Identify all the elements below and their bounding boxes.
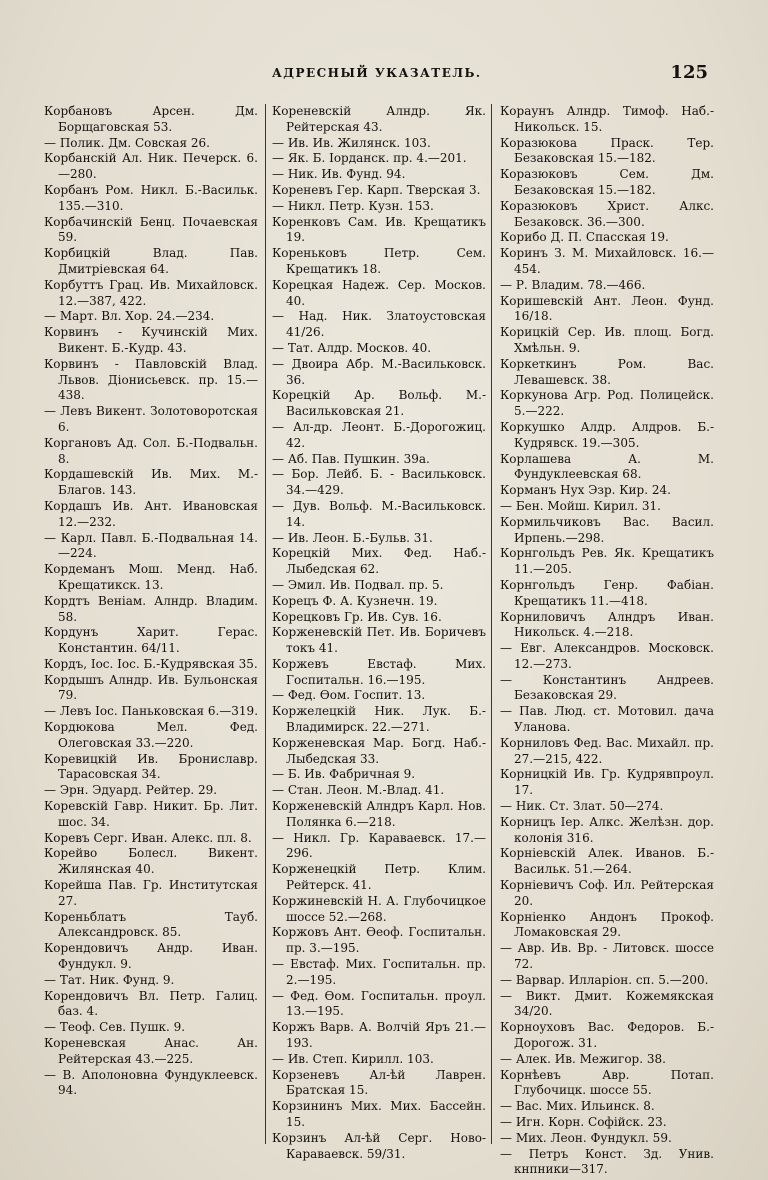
address-entry: — Теоф. Сев. Пушк. 9. <box>44 1020 186 1035</box>
address-entry: — Бор. Лейб. Б. - Васильковск. 34.—429. <box>272 467 486 498</box>
address-entry: Кордышъ Алндр. Ив. Бульонская 79. <box>44 672 258 703</box>
address-entry: — Над. Ник. Златоустовская 41/26. <box>272 309 486 340</box>
address-entry: Коргановъ Ад. Сол. Б.-Подвальн. 8. <box>44 435 258 466</box>
address-entry: — Ив. Леон. Б.-Бульв. 31. <box>272 530 433 545</box>
address-entry: — Никл. Гр. Караваевск. 17.—296. <box>272 830 486 861</box>
address-entry: Коржелецкій Ник. Лук. Б.-Владимирск. 22.—271. <box>272 704 486 735</box>
address-entry: Коришевскій Ант. Леон. Фунд. 16/18. <box>500 293 714 324</box>
address-entry: Корницъ Іер. Алкс. Желѣзн. дор. колонія 316. <box>500 814 714 845</box>
address-entry: Корженевскій Пет. Ив. Боричевъ токъ 41. <box>272 625 486 656</box>
address-entry: Коржъ Варв. А. Волчій Яръ 21.—193. <box>272 1020 486 1051</box>
address-entry: — Карл. Павл. Б.-Подвальная 14.—224. <box>44 530 258 561</box>
address-entry: — Фед. Ѳом. Госпитальн. проул. 13.—195. <box>272 988 486 1019</box>
address-entry: Кореневъ Гер. Карп. Тверская 3. <box>272 182 481 197</box>
address-entry: — Левъ Викент. Золотоворотская 6. <box>44 404 258 434</box>
address-entry: Кордашевскій Ив. Мих. М.-Благов. 143. <box>44 467 258 498</box>
address-entry: Корзинъ Ал-ѣй Серг. Ново-Караваевск. 59/31. <box>272 1130 486 1161</box>
running-title: АДРЕСНЫЙ УКАЗАТЕЛЬ. <box>272 66 482 80</box>
address-entry: Коркушко Алдр. Алдров. Б.-Кудрявск. 19.—305. <box>500 419 714 450</box>
address-entry: Коразюковъ Христ. Алкс. Безаковск. 36.—300. <box>500 198 714 229</box>
address-entry: — Ник. Ст. Злат. 50—274. <box>500 799 664 814</box>
address-entry: — Март. Вл. Хор. 24.—234. <box>44 309 215 324</box>
address-entry: Коразюковъ Сем. Дм. Безаковская 15.—182. <box>500 167 714 197</box>
address-entry: Корецъ Ф. А. Кузнечн. 19. <box>272 593 438 608</box>
address-entry: Корецкій Мих. Фед. Наб.-Лыбедская 62. <box>272 546 486 577</box>
address-entry: Кордеманъ Мош. Менд. Наб. Крещатикск. 13. <box>44 562 258 592</box>
address-entry: Корецкая Надеж. Сер. Москов. 40. <box>272 277 486 308</box>
address-entry: — Петръ Конст. Зд. Унив. кнпники—317. <box>500 1146 714 1177</box>
address-entry: — Як. Б. Іорданск. пр. 4.—201. <box>272 151 467 166</box>
address-entry: Корендовичъ Андр. Иван. Фундукл. 9. <box>44 941 258 972</box>
address-entry: Коржовъ Ант. Ѳеоф. Госпитальн. пр. 3.—195. <box>272 925 486 956</box>
address-entry: Корвинъ - Кучинскій Мих. Викент. Б.-Кудр. 43. <box>44 325 258 355</box>
address-entry: Коразюкова Праск. Тер. Безаковская 15.—182. <box>500 135 714 166</box>
address-entry: — Бен. Мойш. Кирил. 31. <box>500 498 661 513</box>
address-entry: — Р. Владим. 78.—466. <box>500 277 646 292</box>
page-header <box>0 62 768 86</box>
address-entry: Кордунъ Харит. Герас. Константин. 64/11. <box>44 625 258 656</box>
address-entry: — В. Аполоновна Фундуклеевск. 94. <box>44 1067 258 1098</box>
address-entry: — Дув. Вольф. М.-Васильковск. 14. <box>272 498 486 529</box>
address-entry: Коржиневскій Н. А. Глубочицкое шоссе 52.—268. <box>272 893 486 924</box>
address-entry: — Алек. Ив. Межигор. 38. <box>500 1051 666 1066</box>
address-entry: Кордюкова Мел. Фед. Олеговская 33.—220. <box>44 720 258 750</box>
address-entry: — Игн. Корн. Софійск. 23. <box>500 1115 667 1129</box>
address-entry: — Ник. Ив. Фунд. 94. <box>272 167 406 182</box>
address-entry: Коревскій Гавр. Никит. Бр. Лит. шос. 34. <box>44 799 258 829</box>
address-entry: — Викт. Дмит. Кожемякская 34/20. <box>500 988 714 1019</box>
address-entry: Корзининъ Мих. Мих. Бассейн. 15. <box>272 1099 486 1129</box>
address-entry: Кордъ, Іос. Іос. Б.-Кудрявская 35. <box>44 656 258 671</box>
address-entry: — Эмил. Ив. Подвал. пр. 5. <box>272 577 444 592</box>
address-entry: Корейша Пав. Гр. Институтская 27. <box>44 878 258 908</box>
address-entry: Коревицкій Ив. Брониславр. Тарасовская 34. <box>44 751 258 782</box>
address-entry: Корвинъ - Павловскій Влад. Львов. Діонисьевск. пр. 15.—438. <box>44 356 258 403</box>
address-entry: Корбанскій Ал. Ник. Печерск. 6.—280. <box>44 151 258 182</box>
column-1 <box>44 104 258 1154</box>
address-entry: — Фед. Ѳом. Госпит. 13. <box>272 688 426 703</box>
address-entry: — Полик. Дм. Совская 26. <box>44 135 210 150</box>
address-entry: — Константинъ Андреев. Безаковская 29. <box>500 672 714 703</box>
address-entry: Корнгольдъ Генр. Фабіан. Крещатикъ 11.—418. <box>500 577 714 608</box>
address-entry: — Эрн. Эдуард. Рейтер. 29. <box>44 783 218 798</box>
address-entry: Корбицкій Влад. Пав. Дмитріевская 64. <box>44 246 258 276</box>
address-entry: Корженевская Мар. Богд. Наб.-Лыбедская 33. <box>272 735 486 766</box>
address-entry: — Ал-др. Леонт. Б.-Дорогожиц. 42. <box>272 419 486 450</box>
address-entry: Корніевичъ Соф. Ил. Рейтерская 20. <box>500 878 714 908</box>
address-entry: Корендовичъ Вл. Петр. Галиц. баз. 4. <box>44 988 258 1019</box>
address-entry: — Левъ Іос. Паньковская 6.—319. <box>44 704 259 719</box>
address-entry: Кореньблатъ Тауб. Александровск. 85. <box>44 909 258 940</box>
address-entry: — Ив. Степ. Кирилл. 103. <box>272 1051 434 1066</box>
address-entry: — Евг. Александров. Московск. 12.—273. <box>500 641 714 671</box>
address-entry: Корниловичъ Алндръ Иван. Никольск. 4.—218. <box>500 609 714 640</box>
address-entry: — Б. Ив. Фабричная 9. <box>272 767 416 782</box>
address-entry: Корбачинскій Бенц. Почаевская 59. <box>44 214 258 245</box>
address-entry: Корзеневъ Ал-ѣй Лаврен. Братская 15. <box>272 1067 486 1098</box>
address-entry: Кораунъ Алндр. Тимоф. Наб.-Никольск. 15. <box>500 104 714 134</box>
address-entry: — Ив. Ив. Жилянск. 103. <box>272 135 431 150</box>
address-entry: Коревъ Серг. Иван. Алекс. пл. 8. <box>44 830 252 845</box>
address-entry: Корнѣевъ Авр. Потап. Глубочицк. шоссе 55. <box>500 1067 714 1098</box>
address-entry: Кордтъ Веніам. Алндр. Владим. 58. <box>44 593 258 624</box>
address-entry: Корбановъ Арсен. Дм. Борщаговская 53. <box>44 104 258 134</box>
address-entry: Кореневскій Алндр. Як. Рейтерская 43. <box>272 104 486 134</box>
address-entry: — Тат. Ник. Фунд. 9. <box>44 972 175 987</box>
address-entry: Корлашева А. М. Фундуклеевская 68. <box>500 451 714 482</box>
address-entry: Корибо Д. П. Спасская 19. <box>500 230 669 245</box>
address-entry: — Тат. Алдр. Москов. 40. <box>272 340 432 355</box>
address-entry: Корманъ Нух Эзр. Кир. 24. <box>500 483 671 498</box>
address-entry: Корейво Болесл. Викент. Жилянская 40. <box>44 846 258 877</box>
address-entry: Корбуттъ Грац. Ив. Михайловск. 12.—387, 422. <box>44 277 258 308</box>
address-entry: — Евстаф. Мих. Госпитальн. пр. 2.—195. <box>272 957 486 987</box>
address-entry: Корнгольдъ Рев. Як. Крещатикъ 11.—205. <box>500 546 714 577</box>
address-entry: — Мих. Леон. Фундукл. 59. <box>500 1130 672 1145</box>
address-entry: Коржевъ Евстаф. Мих. Госпитальн. 16.—195. <box>272 656 486 687</box>
page-number: 125 <box>670 62 708 83</box>
address-entry: Кормильчиковъ Вас. Васил. Ирпень.—298. <box>500 514 714 545</box>
column-2 <box>272 104 486 1161</box>
address-entry: — Пав. Люд. ст. Мотовил. дача Уланова. <box>500 704 714 735</box>
address-entry: Корбанъ Ром. Никл. Б.-Васильк. 135.—310. <box>44 182 258 213</box>
address-entry: — Никл. Петр. Кузн. 153. <box>272 198 434 213</box>
address-entry: Корецкій Ар. Вольф. М.-Васильковская 21. <box>272 388 486 419</box>
address-entry: Корицкій Сер. Ив. площ. Богд. Хмѣльн. 9. <box>500 325 714 355</box>
address-entry: Коринъ З. М. Михайловск. 16.—454. <box>500 246 714 276</box>
address-entry: Корецковъ Гр. Ив. Сув. 16. <box>272 609 442 624</box>
address-entry: Корженецкій Петр. Клим. Рейтерск. 41. <box>272 862 486 893</box>
address-entry: Корніевскій Алек. Иванов. Б.-Васильк. 51.—264. <box>500 846 714 877</box>
address-entry: Коркеткинъ Ром. Вас. Левашевск. 38. <box>500 356 714 387</box>
address-entry: Корниловъ Фед. Вас. Михайл. пр. 27.—215, 422. <box>500 735 714 766</box>
address-entry: Коркунова Агр. Род. Полицейск. 5.—222. <box>500 388 714 419</box>
column-3 <box>500 104 714 1177</box>
address-entry: — Аб. Пав. Пушкин. 39а. <box>272 451 430 466</box>
address-entry: Кореневская Анас. Ан. Рейтерская 43.—225. <box>44 1036 258 1066</box>
address-entry: — Двоира Абр. М.-Васильковск. 36. <box>272 356 486 387</box>
address-entry: Корницкій Ив. Гр. Кудрявпроул. 17. <box>500 767 714 798</box>
address-entry: Кореньковъ Петр. Сем. Крещатикъ 18. <box>272 246 486 276</box>
address-entry: — Вас. Мих. Ильинск. 8. <box>500 1099 655 1114</box>
address-entry: Корніенко Андонъ Прокоф. Ломаковская 29. <box>500 909 714 940</box>
address-columns <box>44 104 714 1177</box>
address-entry: Кордашъ Ив. Ант. Ивановская 12.—232. <box>44 498 258 529</box>
address-entry: Коренковъ Сам. Ив. Крещатикъ 19. <box>272 214 486 245</box>
address-entry: — Варвар. Илларіон. сп. 5.—200. <box>500 972 709 987</box>
address-entry: — Авр. Ив. Вр. - Литовск. шоссе 72. <box>500 941 714 972</box>
address-entry: — Стан. Леон. М.-Влад. 41. <box>272 783 445 798</box>
address-entry: Корноуховъ Вас. Федоров. Б.-Дорогож. 31. <box>500 1020 714 1051</box>
address-entry: Корженевскій Алндръ Карл. Нов. Полянка 6.—218. <box>272 799 486 829</box>
